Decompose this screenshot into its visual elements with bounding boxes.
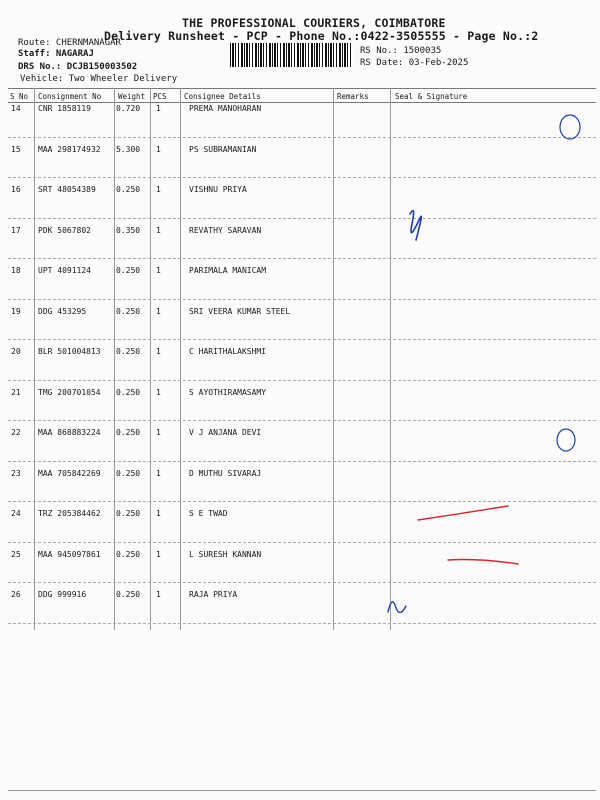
row-sno: 16 [11, 185, 21, 194]
row-pcs: 1 [156, 185, 161, 194]
column-header-remarks: Remarks [337, 92, 369, 101]
blue-ink-strokes [388, 115, 580, 613]
row-consignment-number: TRZ 205384462 [38, 509, 101, 518]
handwritten-note: (Suresh) [514, 563, 569, 591]
red-strike-line [418, 506, 508, 520]
row-weight: 0.250 [116, 347, 141, 356]
row-consignment-number: UPT 4091124 [38, 266, 91, 275]
row-consignee-name: VISHNU PRIYA [189, 185, 247, 194]
handwritten-note: 9488188189 [456, 459, 535, 481]
row-pcs: 1 [156, 306, 161, 316]
staff-label: Staff: NAGARAJ [18, 49, 94, 59]
row-weight: 0.350 [116, 225, 141, 235]
row-pcs: 1 [156, 104, 161, 113]
red-strike-line [448, 560, 518, 565]
row-weight: 0.250 [116, 185, 141, 194]
handwritten-note: P S (Sugantha) [395, 164, 496, 186]
row-weight: 0.250 [116, 549, 141, 559]
row-consignee-name: PREMA MANOHARAN [189, 104, 262, 113]
row-consignee-name: V J ANJANA DEVI [189, 428, 262, 437]
row-pcs: 1 [156, 387, 161, 397]
row-consignment-number: BLR 501004813 [38, 347, 101, 356]
rs-date: RS Date: 03-Feb-2025 [360, 58, 469, 68]
row-consignment-number: DDG 999916 [38, 590, 87, 599]
row-sno: 14 [11, 104, 21, 113]
row-sno: 22 [11, 428, 21, 437]
row-weight: 0.250 [116, 428, 141, 437]
row-consignee-name: S E TWAD [189, 509, 228, 518]
vehicle-label: Vehicle: Two Wheeler Delivery [20, 74, 178, 84]
row-consignment-number: CNR 1858119 [38, 104, 91, 113]
company-title: THE PROFESSIONAL COURIERS, COIMBATORE [182, 16, 446, 30]
row-pcs: 1 [156, 266, 161, 275]
row-pcs: 1 [156, 428, 161, 437]
handwritten-note: 9894658 [511, 398, 562, 425]
scribble-signature-icon [410, 211, 421, 240]
handwritten-note: 9629480335 [483, 166, 561, 186]
handwritten-note: Harithalakshmi [390, 348, 486, 379]
row-consignee-name: PS SUBRAMANIAN [189, 144, 257, 154]
row-sno: 15 [11, 144, 21, 154]
handwritten-note: V.J Anjana devi [398, 427, 498, 456]
row-consignee-name: SRI VEERA KUMAR STEEL [189, 306, 291, 316]
row-sno: 21 [11, 387, 21, 397]
row-consignee-name: RAJA PRIYA [189, 590, 238, 599]
row-consignment-number: SRT 48054389 [38, 185, 96, 194]
row-sno: 17 [11, 225, 21, 235]
row-consignment-number: TMG 200701054 [38, 387, 101, 397]
handwritten-note: (Revathy) [441, 245, 507, 265]
row-pcs: 1 [156, 509, 161, 518]
row-weight: 0.250 [116, 266, 141, 275]
row-weight: 0.720 [116, 104, 141, 113]
row-sno: 25 [11, 549, 21, 559]
column-header-sno: S No [10, 92, 29, 101]
row-consignment-number: PDK 5067802 [38, 225, 91, 235]
handwritten-note: Raja priya [439, 617, 509, 640]
row-pcs: 1 [156, 590, 161, 599]
runsheet-subtitle: Delivery Runsheet - PCP - Phone No.:0422-3505555 - Page No.:2 [104, 29, 539, 43]
route-label: Route: CHERNMANAGAR [18, 38, 121, 48]
handwritten-note: Prema Manoharan [430, 102, 554, 134]
handwritten-note: T/U [425, 483, 453, 504]
circle-mark-icon [560, 115, 580, 139]
handwritten-note: (Ayothi) [466, 388, 516, 411]
row-sno: 20 [11, 347, 21, 356]
handwritten-note: (Karpagam) [499, 187, 573, 228]
row-consignment-number: MAA 868883224 [38, 428, 101, 437]
handwritten-note: R Parimala [401, 277, 469, 294]
row-consignee-name: REVATHY SARAVAN [189, 225, 262, 235]
column-header-consignee: Consignee Details [184, 92, 261, 101]
column-header-consignment: Consignment No [38, 92, 102, 101]
row-weight: 0.250 [116, 509, 141, 518]
column-header-seal-signature: Seal & Signature [395, 92, 468, 101]
row-pcs: 1 [156, 347, 161, 356]
row-consignee-name: L SURESH KANNAN [189, 549, 262, 559]
row-consignee-name: PARIMALA MANICAM [189, 266, 267, 275]
row-weight: 0.250 [116, 468, 141, 478]
red-ink-strokes [418, 506, 518, 564]
row-consignment-number: MAA 298174932 [38, 144, 101, 154]
row-sno: 24 [11, 509, 21, 518]
handwritten-note: T/U [451, 529, 478, 547]
row-sno: 23 [11, 468, 21, 478]
row-weight: 0.250 [116, 306, 141, 316]
row-weight: 5.300 [116, 144, 141, 154]
handwritten-note: 9629811769 [434, 368, 513, 393]
row-consignee-name: C HARITHALAKSHMI [189, 347, 267, 356]
handwritten-note: Minto [420, 319, 456, 333]
scribble-signature-icon [388, 602, 406, 613]
column-header-weight: Weight [118, 92, 146, 101]
circle-mark-icon [557, 429, 575, 451]
drs-number: DRS No.: DCJB150003502 [18, 62, 138, 72]
row-consignee-name: S AYOTHIRAMASAMY [189, 387, 267, 397]
rs-number: RS No.: 1500035 [360, 46, 442, 56]
row-pcs: 1 [156, 468, 161, 478]
handwritten-note: Karpagam T [400, 198, 471, 219]
row-sno: 19 [11, 306, 21, 316]
row-weight: 0.250 [116, 590, 141, 599]
row-consignment-number: MAA 945097861 [38, 549, 101, 559]
row-pcs: 1 [156, 225, 161, 235]
row-consignee-name: D MUTHU SIVARAJ [189, 468, 262, 478]
row-consignment-number: MAA 705842269 [38, 468, 101, 478]
row-pcs: 1 [156, 144, 161, 154]
column-header-pcs: PCS [153, 92, 167, 101]
row-consignment-number: DDG 453295 [38, 306, 87, 316]
row-sno: 26 [11, 590, 21, 599]
row-pcs: 1 [156, 549, 161, 559]
row-weight: 0.250 [116, 387, 141, 397]
row-sno: 18 [11, 266, 21, 275]
